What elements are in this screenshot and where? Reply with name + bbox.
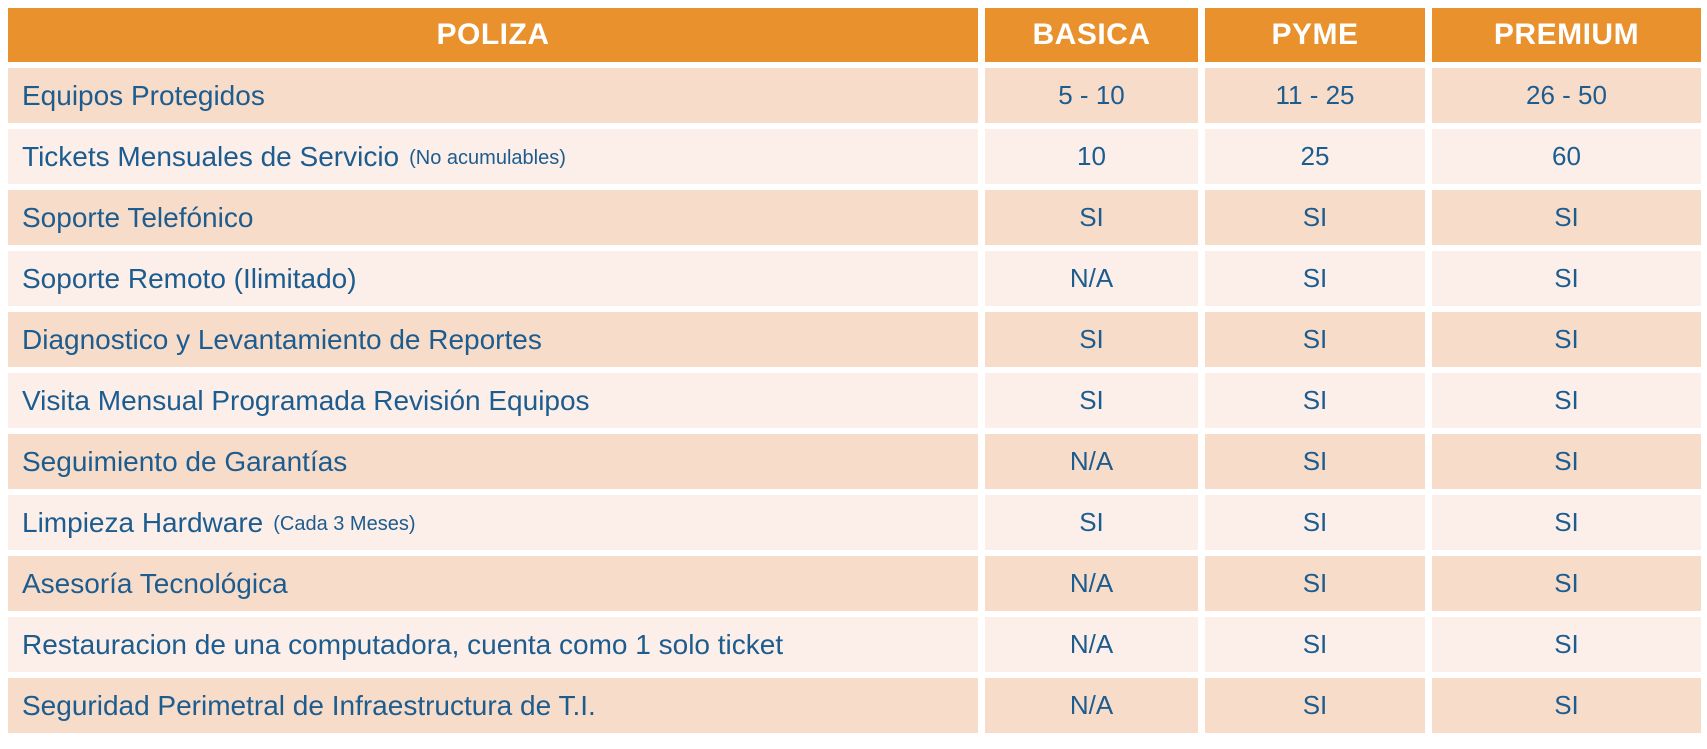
row-label-text: Soporte Telefónico bbox=[22, 201, 254, 233]
cell-premium: SI bbox=[1432, 434, 1701, 489]
row-label-cell bbox=[8, 190, 978, 245]
pricing-table bbox=[8, 8, 1701, 733]
cell-basica: N/A bbox=[985, 556, 1198, 611]
cell-pyme: SI bbox=[1205, 678, 1425, 733]
cell-basica: SI bbox=[985, 495, 1198, 550]
row-label-cell bbox=[8, 312, 978, 367]
row-label-note: (No acumulables) bbox=[409, 147, 566, 169]
cell-premium: SI bbox=[1432, 495, 1701, 550]
cell-pyme: SI bbox=[1205, 556, 1425, 611]
cell-basica: N/A bbox=[985, 678, 1198, 733]
row-label-text: Asesoría Tecnológica bbox=[22, 567, 288, 599]
cell-pyme: SI bbox=[1205, 617, 1425, 672]
row-label-cell bbox=[8, 434, 978, 489]
row-label-text: Tickets Mensuales de Servicio bbox=[22, 140, 400, 172]
row-label-cell bbox=[8, 678, 978, 733]
row-label-cell bbox=[8, 68, 978, 123]
cell-basica: N/A bbox=[985, 434, 1198, 489]
column-header-pyme: PYME bbox=[1205, 8, 1425, 62]
cell-premium: SI bbox=[1432, 678, 1701, 733]
cell-premium: 26 - 50 bbox=[1432, 68, 1701, 123]
cell-pyme: SI bbox=[1205, 251, 1425, 306]
cell-basica: 10 bbox=[985, 129, 1198, 184]
cell-pyme: 11 - 25 bbox=[1205, 68, 1425, 123]
cell-premium: 60 bbox=[1432, 129, 1701, 184]
cell-basica: N/A bbox=[985, 617, 1198, 672]
row-label-text: Seguridad Perimetral de Infraestructura de T.I. bbox=[22, 689, 596, 721]
column-header-premium: PREMIUM bbox=[1432, 8, 1701, 62]
cell-basica: SI bbox=[985, 373, 1198, 428]
cell-pyme: SI bbox=[1205, 312, 1425, 367]
column-header-basica: BASICA bbox=[985, 8, 1198, 62]
cell-pyme: SI bbox=[1205, 373, 1425, 428]
row-label-text: Restauracion de una computadora, cuenta como 1 solo ticket bbox=[22, 628, 784, 660]
row-label-cell bbox=[8, 495, 978, 550]
cell-premium: SI bbox=[1432, 556, 1701, 611]
column-header-poliza: POLIZA bbox=[8, 8, 978, 62]
row-label-note: (Cada 3 Meses) bbox=[273, 513, 416, 535]
row-label-text: Equipos Protegidos bbox=[22, 79, 265, 111]
row-label-cell bbox=[8, 373, 978, 428]
cell-premium: SI bbox=[1432, 312, 1701, 367]
cell-pyme: SI bbox=[1205, 434, 1425, 489]
cell-basica: SI bbox=[985, 190, 1198, 245]
row-label-cell bbox=[8, 251, 978, 306]
cell-premium: SI bbox=[1432, 617, 1701, 672]
row-label-cell bbox=[8, 556, 978, 611]
cell-basica: N/A bbox=[985, 251, 1198, 306]
cell-pyme: SI bbox=[1205, 495, 1425, 550]
cell-premium: SI bbox=[1432, 373, 1701, 428]
row-label-text: Soporte Remoto (Ilimitado) bbox=[22, 262, 357, 294]
cell-basica: 5 - 10 bbox=[985, 68, 1198, 123]
cell-basica: SI bbox=[985, 312, 1198, 367]
row-label-text: Diagnostico y Levantamiento de Reportes bbox=[22, 323, 542, 355]
cell-pyme: 25 bbox=[1205, 129, 1425, 184]
row-label-text: Visita Mensual Programada Revisión Equipos bbox=[22, 384, 590, 416]
row-label-cell bbox=[8, 617, 978, 672]
cell-premium: SI bbox=[1432, 190, 1701, 245]
cell-pyme: SI bbox=[1205, 190, 1425, 245]
row-label-text: Limpieza Hardware bbox=[22, 506, 264, 538]
row-label-text: Seguimiento de Garantías bbox=[22, 445, 348, 477]
cell-premium: SI bbox=[1432, 251, 1701, 306]
row-label-cell bbox=[8, 129, 978, 184]
